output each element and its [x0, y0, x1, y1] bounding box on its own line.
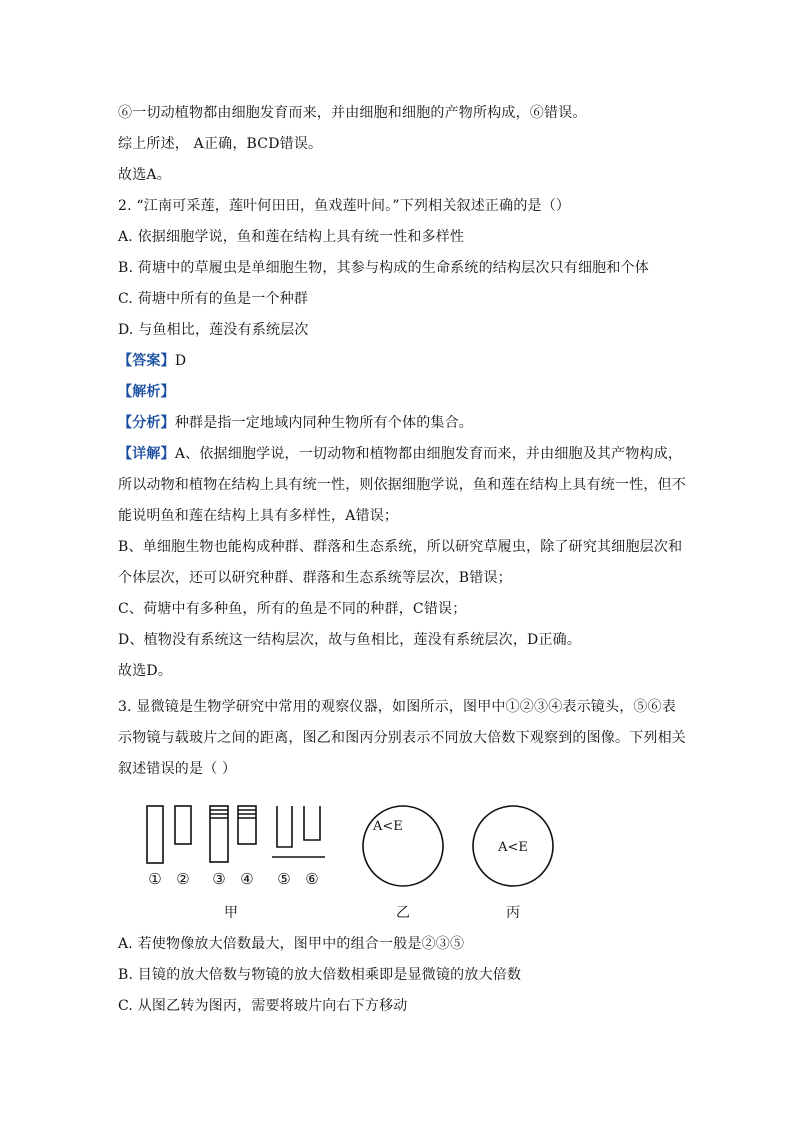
q2-xiangjie-line-5: 个体层次，还可以研究种群、群落和生态系统等层次，B错误；: [118, 570, 512, 586]
lens-label-1: ①: [148, 870, 162, 888]
xiangjie-text: A、依据细胞学说，一切动物和植物都由细胞发育而来，并由细胞及其产物构成，: [174, 446, 683, 462]
q2-xiangjie-line-7: D、植物没有系统这一结构层次，故与鱼相比，莲没有系统层次，D正确。: [118, 632, 582, 648]
lens-3: [210, 806, 228, 862]
q3-option-a: A. 若使物像放大倍数最大，图甲中的组合一般是②③⑤: [118, 936, 465, 952]
lens-label-4: ④: [240, 870, 254, 888]
lens-label-2: ②: [176, 870, 190, 888]
lens-4: [238, 806, 256, 844]
q1-line6: ⑥一切动植物都由细胞发育而来，并由细胞和细胞的产物所构成，⑥错误。: [118, 105, 587, 121]
q2-xiangjie-line-6: C、荷塘中有多种鱼，所有的鱼是不同的种群，C错误；: [118, 601, 467, 617]
q2-option-a: A. 依据细胞学说，鱼和莲在结构上具有统一性和多样性: [118, 229, 465, 245]
q3-option-b: B. 目镜的放大倍数与物镜的放大倍数相乘即是显微镜的放大倍数: [118, 967, 522, 983]
q3-stem-line-2: 示物镜与载玻片之间的距离，图乙和图丙分别表示不同放大倍数下观察到的图像。下列相关: [118, 730, 686, 746]
caption-bing: 丙: [506, 905, 520, 921]
answer-label: 【答案】: [118, 353, 175, 369]
view-bing-label: A<E: [498, 840, 528, 855]
q1-answer: 故选A。: [118, 167, 171, 183]
q3-option-c: C. 从图乙转为图丙，需要将玻片向右下方移动: [118, 998, 408, 1014]
objective-distance-6: [304, 806, 320, 840]
view-yi-label: A<E: [373, 819, 403, 834]
caption-jia: 甲: [224, 905, 238, 921]
xiangjie-label: 【详解】: [118, 446, 175, 462]
q2-option-b: B. 荷塘中的草履虫是单细胞生物，其参与构成的生命系统的结构层次只有细胞和个体: [118, 260, 649, 276]
q2-option-c: C. 荷塘中所有的鱼是一个种群: [118, 291, 309, 307]
caption-yi: 乙: [396, 905, 410, 921]
q1-summary: 综上所述， A正确，BCD错误。: [118, 136, 323, 152]
objective-distance-5: [277, 806, 292, 847]
lens-label-5: ⑤: [277, 870, 291, 888]
q2-xiangjie-line-4: B、单细胞生物也能构成种群、群落和生态系统，所以研究草履虫，除了研究其细胞层次和: [118, 539, 683, 555]
q3-stem-line-3: 叙述错误的是（ ）: [118, 761, 237, 777]
answer-value: D: [174, 353, 187, 369]
analysis-label: 【解析】: [118, 384, 175, 400]
q3-stem-line-1: 3. 显微镜是生物学研究中常用的观察仪器，如图所示，图甲中①②③④表示镜头，⑤⑥表: [118, 699, 677, 715]
q2-stem: 2. “江南可采莲，莲叶何田田，鱼戏莲叶间。”下列相关叙述正确的是（）: [118, 198, 571, 214]
lens-2: [175, 806, 191, 844]
view-yi-circle: [363, 806, 443, 886]
fenxi-text: 种群是指一定地域内同种生物所有个体的集合。: [174, 415, 474, 431]
q2-xiangjie-line-3: 能说明鱼和莲在结构上具有多样性，A错误；: [118, 508, 399, 524]
lens-1: [147, 806, 163, 863]
lens-label-6: ⑥: [305, 870, 319, 888]
q2-final: 故选D。: [118, 663, 173, 679]
q2-option-d: D. 与鱼相比，莲没有系统层次: [118, 322, 309, 338]
lens-label-3: ③: [212, 870, 226, 888]
fenxi-label: 【分析】: [118, 415, 175, 431]
q2-xiangjie-line-2: 所以动物和植物在结构上具有统一性，则依据细胞学说，鱼和莲在结构上具有统一性，但不: [118, 477, 686, 493]
